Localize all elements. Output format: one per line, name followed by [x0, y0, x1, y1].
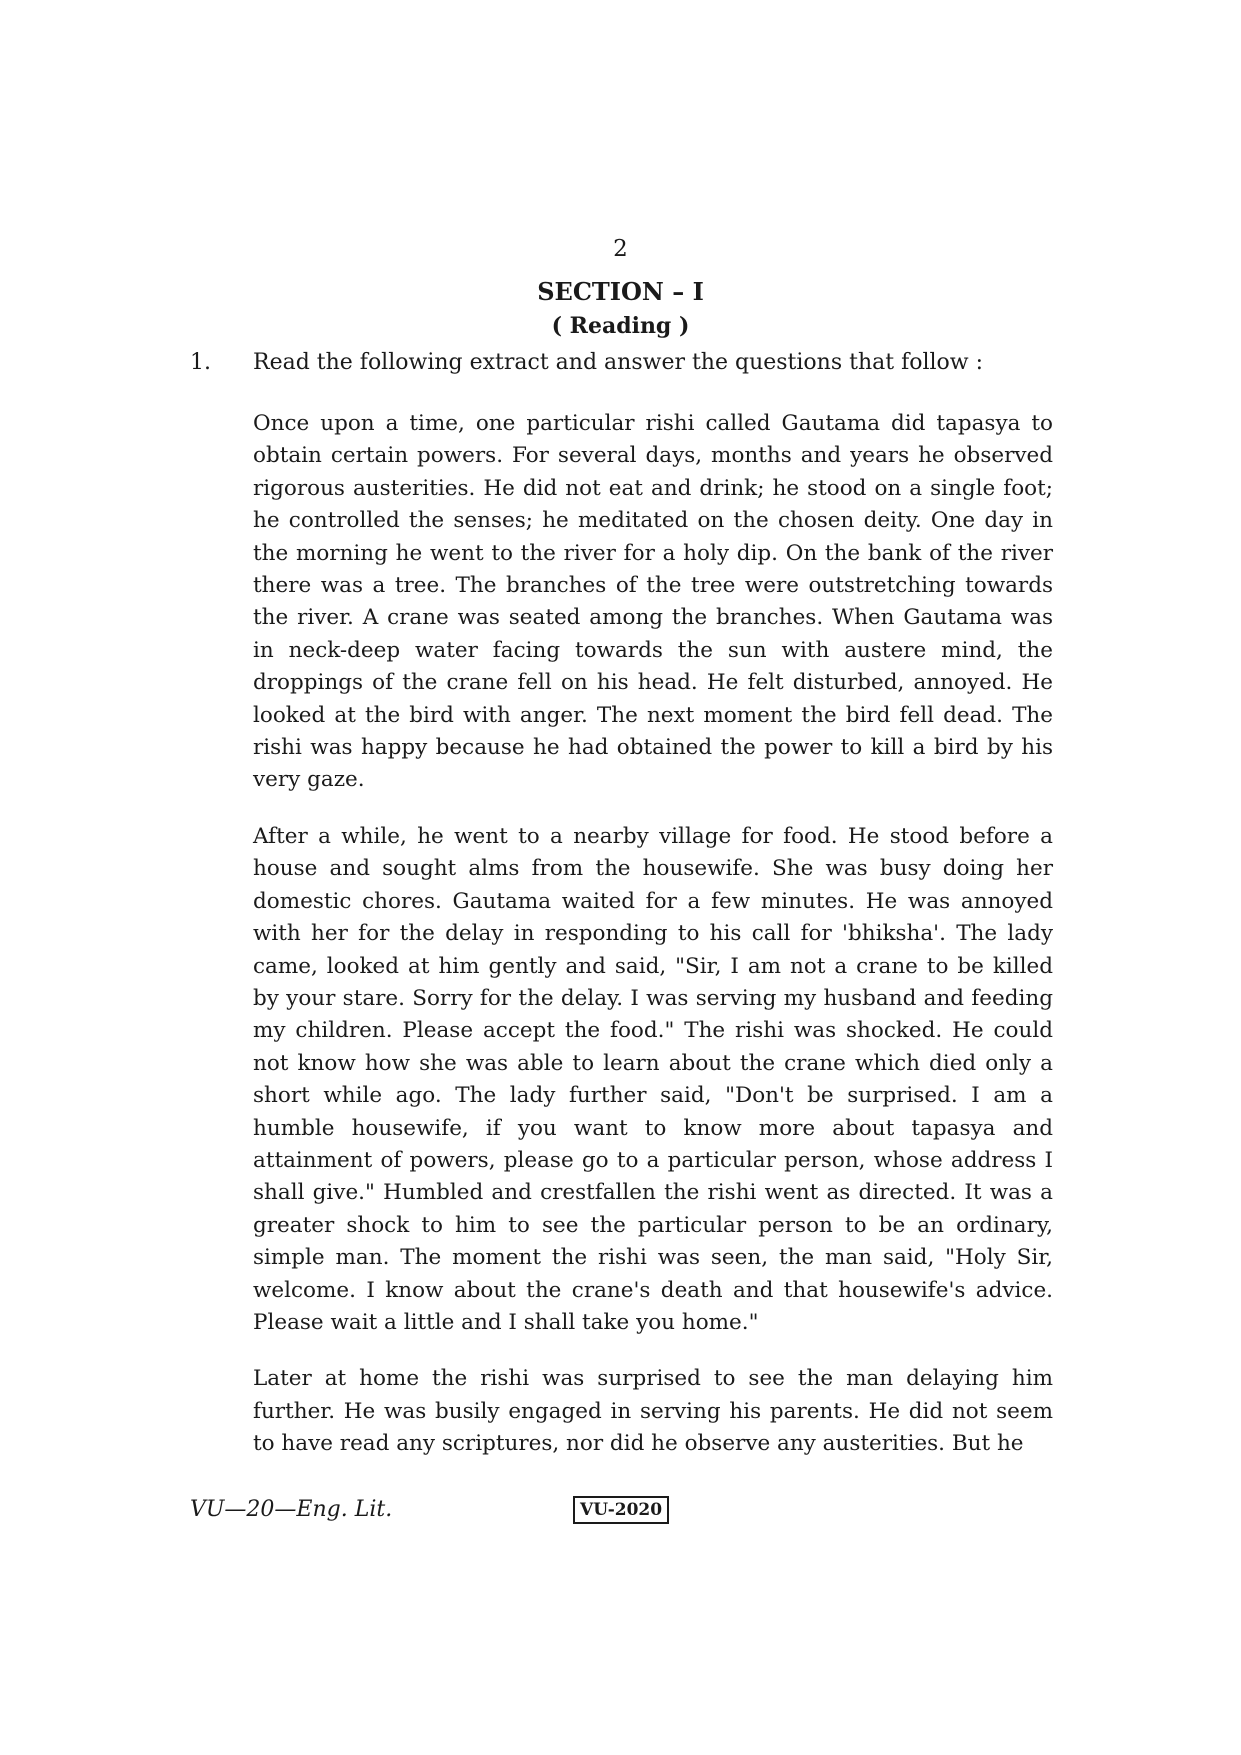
page-number: 2 [613, 236, 628, 262]
question-instruction: Read the following extract and answer the questions that follow : [253, 350, 984, 375]
question-number: 1. [190, 350, 211, 375]
section-title: SECTION – I [537, 277, 704, 306]
reading-passage [253, 408, 1053, 1485]
footer-boxed-code: VU-2020 [573, 1496, 669, 1524]
passage-paragraph-2: After a while, he went to a nearby village for food. He stood before a house and sought alms from the housewife. She was busy doing her domestic chores. Gautama waited for a few minutes. He was annoyed with her for the delay in responding to his call for 'bhiksha'. The lady came, looked at him gently and said, "Sir, I am not a crane to be killed by your stare. Sorry for the delay. I was serving my husband and feeding my children. Please accept the food." The rishi was shocked. He could not know how she was able to learn about the crane which died only a short while ago. The lady further said, "Don't be surprised. I am a humble housewife, if you want to know more about tapasya and attainment of powers, please go to a particular person, whose address I shall give." Humbled and crestfallen the rishi went as directed. It was a greater shock to him to see the particular person to be an ordinary, simple man. The moment the rishi was seen, the man said, "Holy Sir, welcome. I know about the crane's death and that housewife's advice. Please wait a little and I shall take you home." [253, 823, 1053, 1335]
passage-paragraph-1: Once upon a time, one particular rishi called Gautama did tapasya to obtain certain powers. For several days, months and years he observed rigorous austerities. He did not eat and drink; he stood on a single foot; he controlled the senses; he meditated on the chosen deity. One day in the morning he went to the river for a holy dip. On the bank of the river there was a tree. The branches of the tree were outstretching towards the river. A crane was seated among the branches. When Gautama was in neck-deep water facing towards the sun with austere mind, the droppings of the crane fell on his head. He felt disturbed, annoyed. He looked at the bird with anger. The next moment the bird fell dead. The rishi was happy because he had obtained the power to kill a bird by his very gaze. [253, 411, 1053, 793]
footer-paper-code: VU—20—Eng. Lit. [190, 1497, 393, 1522]
section-subtitle: ( Reading ) [551, 313, 690, 339]
passage-paragraph-3: Later at home the rishi was surprised to see the man delaying him further. He was busily engaged in serving his parents. He did not seem to have read any scriptures, nor did he observe any austerities. But he [253, 1366, 1053, 1457]
